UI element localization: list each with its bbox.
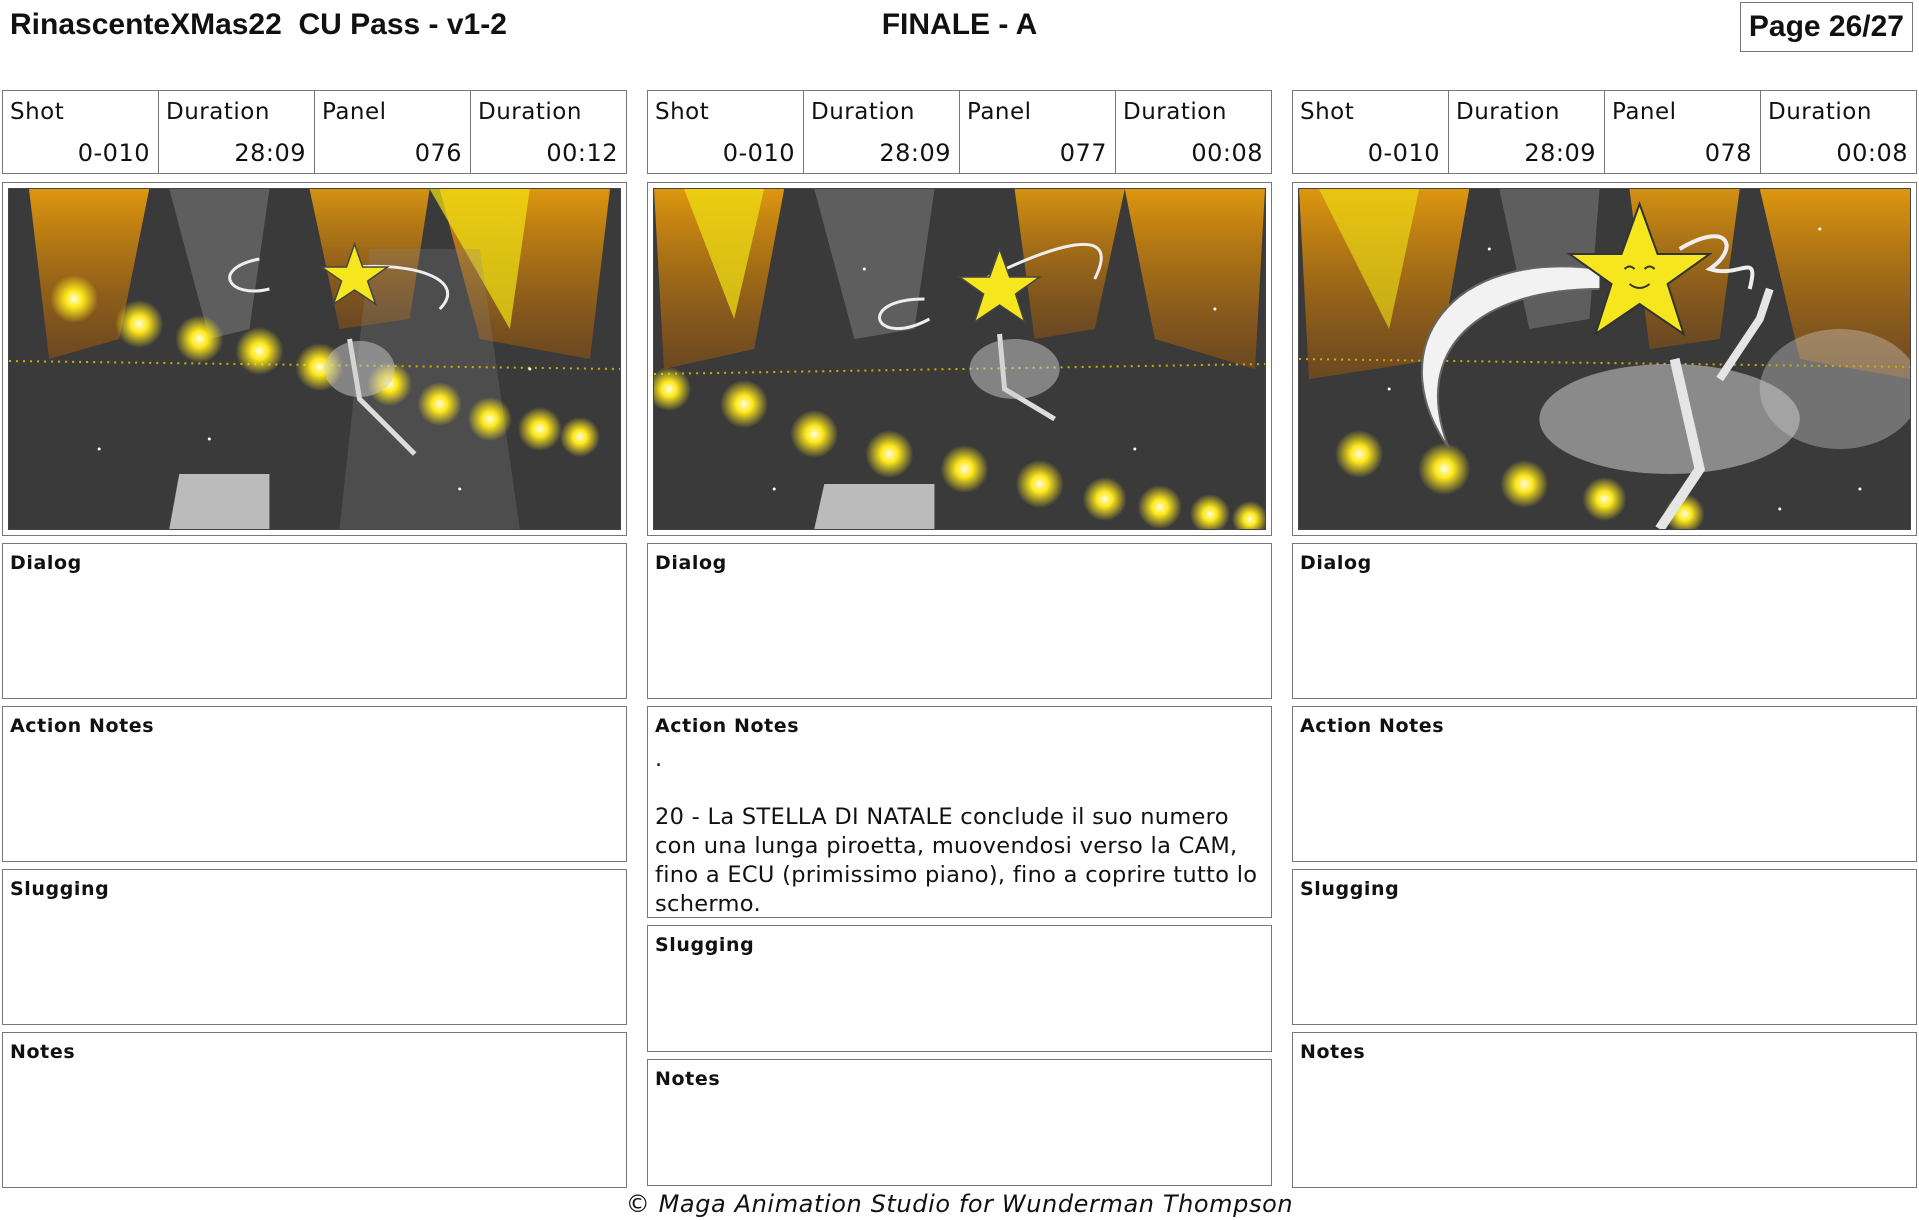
shot-value: 0-010 — [1367, 139, 1440, 167]
panel-cell — [959, 91, 1115, 173]
slugging-box — [1292, 869, 1917, 1025]
page-number: Page 26/27 — [1740, 2, 1913, 52]
shot-duration-cell — [1448, 91, 1604, 173]
duration-label: Duration — [1123, 99, 1227, 125]
panel-cell — [314, 91, 470, 173]
panel-duration-value: 00:12 — [546, 139, 618, 167]
panel-value: 076 — [414, 139, 462, 167]
shot-cell — [1293, 91, 1448, 173]
dialog-box — [2, 543, 627, 699]
shot-label: Shot — [655, 99, 710, 125]
panel-duration-value: 00:08 — [1836, 139, 1908, 167]
storyboard-column-3 — [1292, 90, 1917, 1188]
panel-value: 077 — [1059, 139, 1107, 167]
shot-cell — [3, 91, 158, 173]
duration-label: Duration — [811, 99, 915, 125]
duration-label: Duration — [1456, 99, 1560, 125]
notes-box — [2, 1032, 627, 1188]
shot-label: Shot — [10, 99, 65, 125]
notes-box — [647, 1059, 1272, 1186]
notes-box — [1292, 1032, 1917, 1188]
slugging-box — [647, 925, 1272, 1052]
notes-label: Notes — [1300, 1041, 1366, 1063]
shot-duration-cell — [803, 91, 959, 173]
slugging-label: Slugging — [1300, 878, 1400, 900]
panel-duration-cell — [1760, 91, 1916, 173]
panel-image-frame — [1292, 182, 1917, 536]
dialog-label: Dialog — [1300, 552, 1372, 574]
dialog-label: Dialog — [10, 552, 82, 574]
dialog-box — [1292, 543, 1917, 699]
dialog-box — [647, 543, 1272, 699]
notes-label: Notes — [10, 1041, 76, 1063]
scene-title: FINALE - A — [881, 8, 1038, 41]
panel-info-row — [2, 90, 627, 174]
panel-value: 078 — [1704, 139, 1752, 167]
notes-label: Notes — [655, 1068, 721, 1090]
panel-label: Panel — [322, 99, 387, 125]
shot-duration-value: 28:09 — [1524, 139, 1596, 167]
panel-duration-cell — [1115, 91, 1271, 173]
panel-image-frame — [647, 182, 1272, 536]
duration-label: Duration — [478, 99, 582, 125]
shot-value: 0-010 — [77, 139, 150, 167]
panel-image-frame — [2, 182, 627, 536]
action-notes-box — [647, 706, 1272, 918]
panel-duration-cell — [470, 91, 626, 173]
storyboard-drawing — [653, 188, 1266, 530]
shot-value: 0-010 — [722, 139, 795, 167]
shot-label: Shot — [1300, 99, 1355, 125]
action-notes-text: . 20 - La STELLA DI NATALE conclude il suo numero con una lunga piroetta, muovendosi verso la CAM, fino a ECU (primissimo piano), fino a coprire tutto lo schermo. — [655, 746, 1258, 917]
action-notes-box — [1292, 706, 1917, 862]
storyboard-column-1 — [2, 90, 627, 1188]
copyright-footer: © Maga Animation Studio for Wunderman Thompson — [625, 1190, 1294, 1218]
shot-duration-value: 28:09 — [879, 139, 951, 167]
panel-info-row — [1292, 90, 1917, 174]
document-title: RinascenteXMas22 CU Pass - v1-2 — [10, 8, 507, 41]
shot-duration-value: 28:09 — [234, 139, 306, 167]
storyboard-drawing — [8, 188, 621, 530]
action-notes-label: Action Notes — [10, 715, 155, 737]
action-notes-label: Action Notes — [1300, 715, 1445, 737]
panel-cell — [1604, 91, 1760, 173]
slugging-label: Slugging — [655, 934, 755, 956]
panel-duration-value: 00:08 — [1191, 139, 1263, 167]
panel-label: Panel — [1612, 99, 1677, 125]
storyboard-drawing — [1298, 188, 1911, 530]
action-notes-label: Action Notes — [655, 715, 800, 737]
action-notes-box — [2, 706, 627, 862]
slugging-label: Slugging — [10, 878, 110, 900]
shot-duration-cell — [158, 91, 314, 173]
storyboard-column-2 — [647, 90, 1272, 1186]
dialog-label: Dialog — [655, 552, 727, 574]
duration-label: Duration — [166, 99, 270, 125]
panel-info-row — [647, 90, 1272, 174]
panel-label: Panel — [967, 99, 1032, 125]
shot-cell — [648, 91, 803, 173]
slugging-box — [2, 869, 627, 1025]
duration-label: Duration — [1768, 99, 1872, 125]
